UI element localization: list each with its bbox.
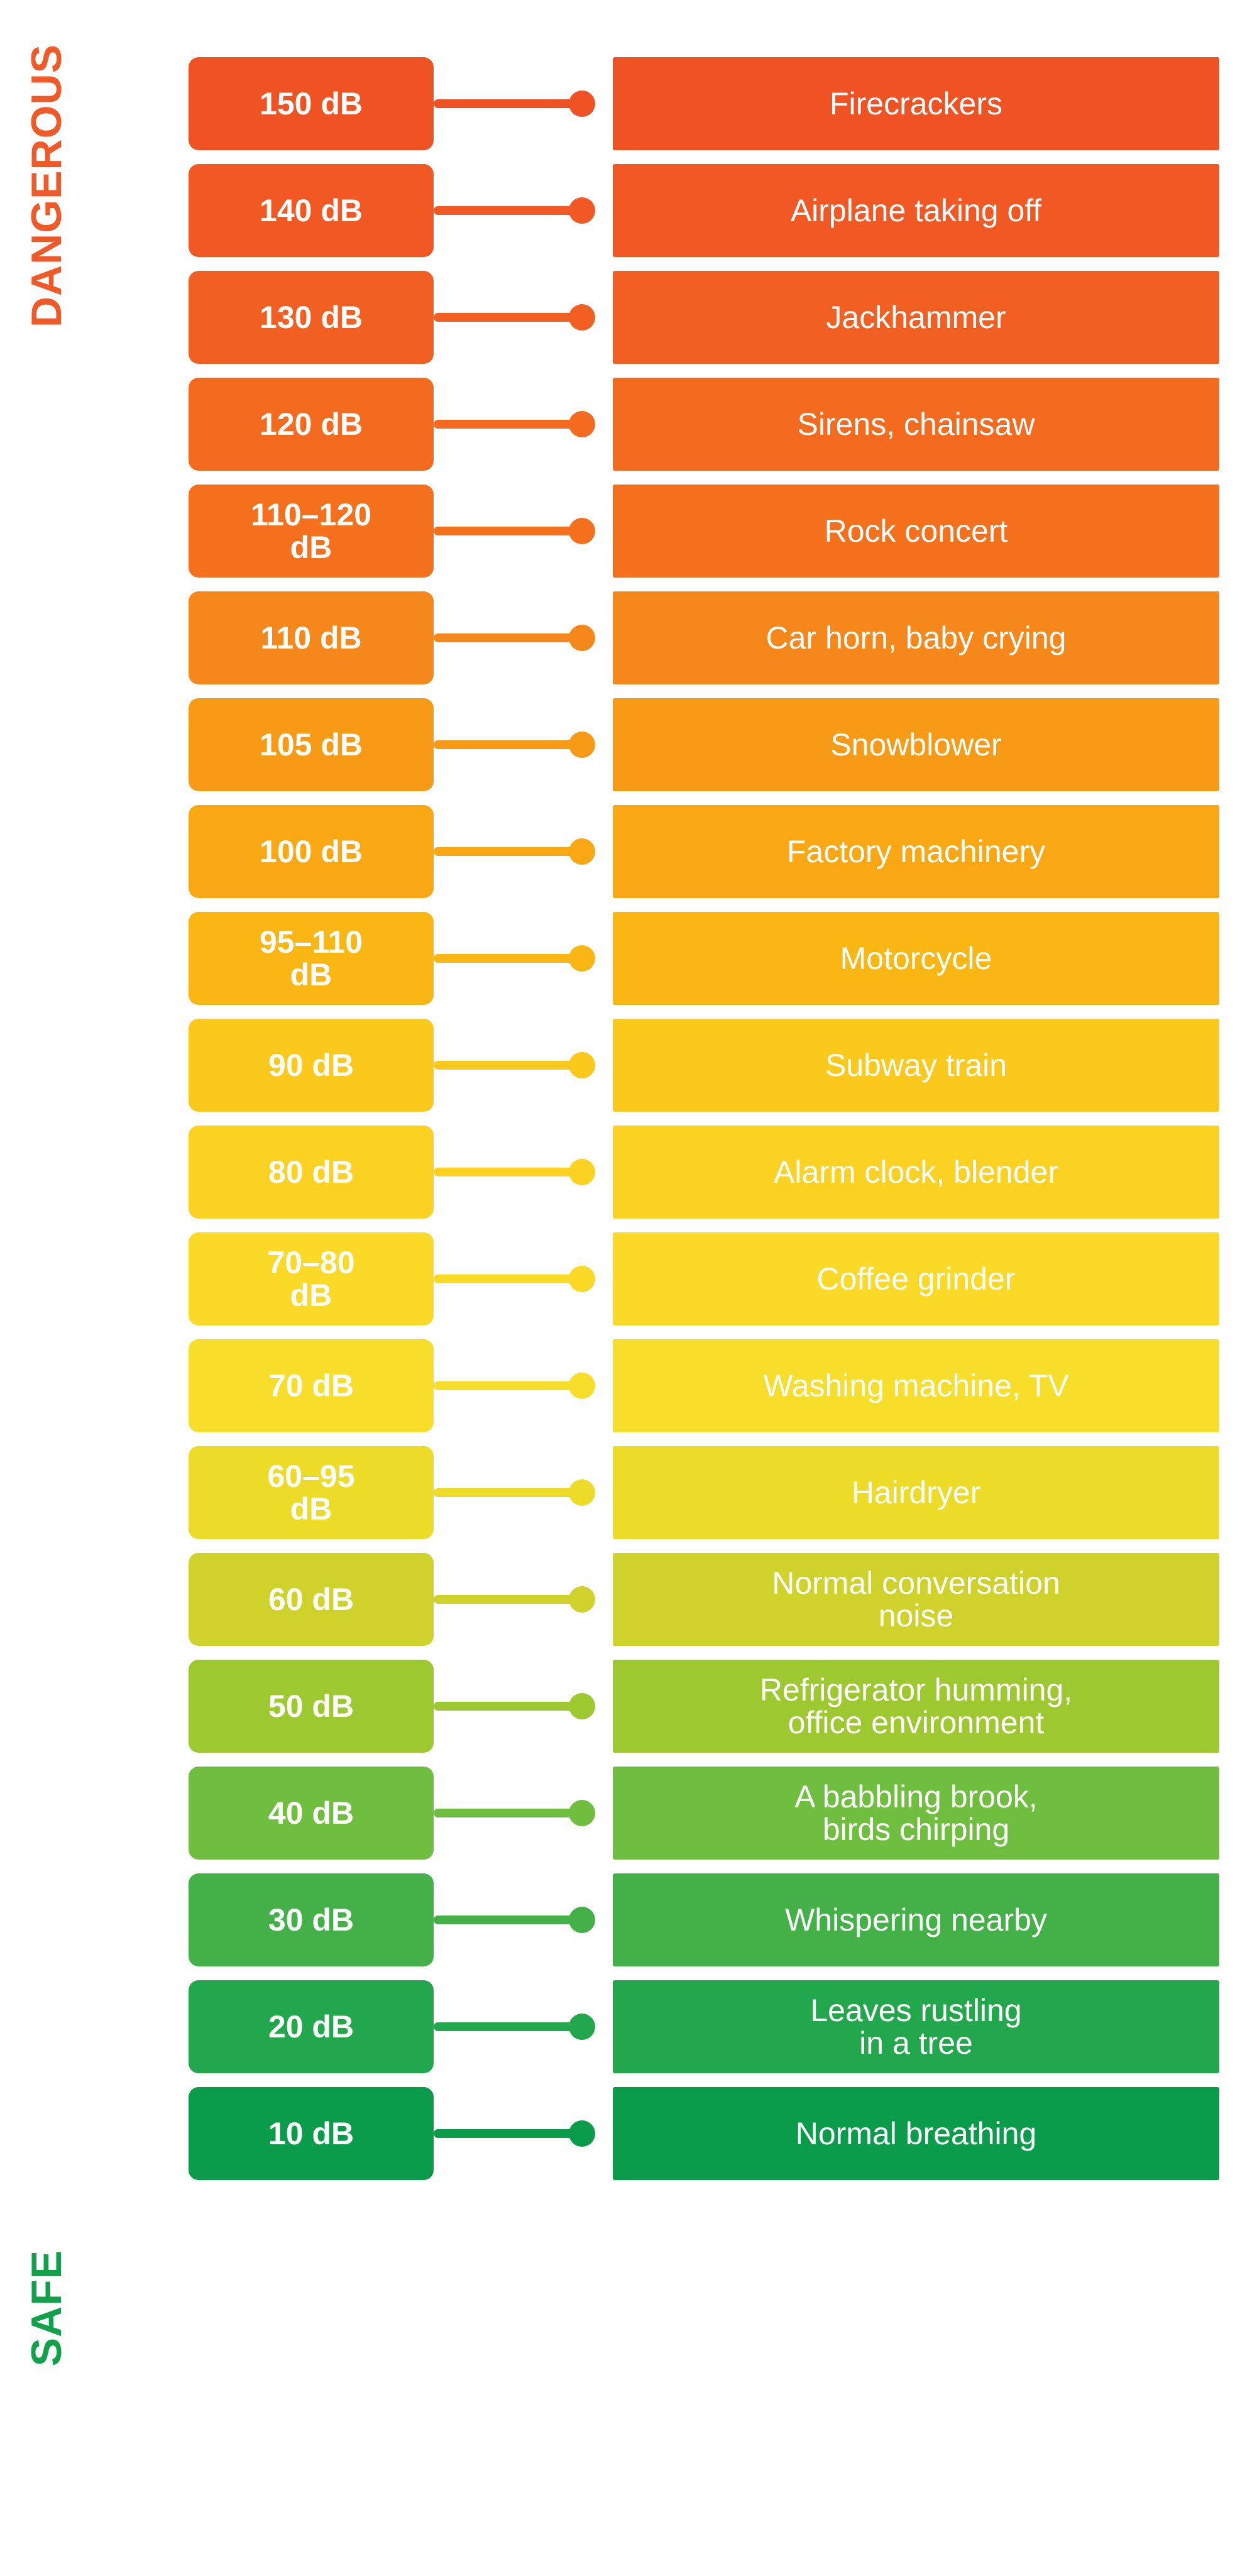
- decibel-row: [189, 1012, 1219, 1119]
- connector: [434, 805, 613, 898]
- decibel-row: [189, 2080, 1219, 2187]
- noise-source-bar: Washing machine, TV: [613, 1339, 1219, 1432]
- connector-line: [434, 2022, 585, 2031]
- connector-line: [434, 1168, 585, 1176]
- decibel-row: [189, 157, 1219, 264]
- connector: [434, 1980, 613, 2073]
- connector: [434, 1126, 613, 1219]
- connector: [434, 1339, 613, 1432]
- decibel-row: [189, 1546, 1219, 1653]
- connector-dot: [569, 1907, 595, 1933]
- connector-dot: [569, 1266, 595, 1292]
- decibel-value-pill: 50 dB: [189, 1660, 434, 1753]
- decibel-row: [189, 1439, 1219, 1546]
- connector: [434, 591, 613, 684]
- decibel-value-pill: 140 dB: [189, 164, 434, 257]
- decibel-row: [189, 1866, 1219, 1973]
- connector-dot: [569, 1052, 595, 1078]
- connector-dot: [569, 518, 595, 544]
- connector: [434, 57, 613, 150]
- connector-dot: [569, 1693, 595, 1719]
- decibel-value-pill: 110–120 dB: [189, 485, 434, 578]
- connector: [434, 912, 613, 1005]
- connector-line: [434, 1916, 585, 1924]
- decibel-value-pill: 60 dB: [189, 1553, 434, 1646]
- connector-dot: [569, 411, 595, 437]
- noise-source-bar: Whispering nearby: [613, 1873, 1219, 1966]
- decibel-row: [189, 1332, 1219, 1439]
- connector-dot: [569, 2014, 595, 2040]
- connector-dot: [569, 625, 595, 651]
- decibel-row: [189, 264, 1219, 371]
- decibel-value-pill: 110 dB: [189, 591, 434, 684]
- connector-dot: [569, 1159, 595, 1185]
- noise-source-bar: Factory machinery: [613, 805, 1219, 898]
- decibel-row: [189, 691, 1219, 798]
- decibel-row: [189, 50, 1219, 157]
- connector: [434, 1767, 613, 1860]
- connector-dot: [569, 945, 595, 972]
- decibel-row: [189, 371, 1219, 478]
- decibel-value-pill: 60–95 dB: [189, 1446, 434, 1539]
- noise-source-bar: Jackhammer: [613, 271, 1219, 364]
- connector-line: [434, 1381, 585, 1390]
- connector-line: [434, 1595, 585, 1604]
- connector-line: [434, 847, 585, 856]
- connector-line: [434, 420, 585, 429]
- noise-source-bar: Firecrackers: [613, 57, 1219, 150]
- decibel-row: [189, 905, 1219, 1012]
- decibel-value-pill: 90 dB: [189, 1019, 434, 1112]
- noise-source-bar: Motorcycle: [613, 912, 1219, 1005]
- noise-source-bar: Normal conversation noise: [613, 1553, 1219, 1646]
- connector-line: [434, 1702, 585, 1711]
- connector: [434, 1232, 613, 1325]
- decibel-value-pill: 40 dB: [189, 1767, 434, 1860]
- noise-source-bar: Sirens, chainsaw: [613, 378, 1219, 471]
- decibel-row: [189, 1119, 1219, 1225]
- connector-line: [434, 1809, 585, 1817]
- decibel-value-pill: 30 dB: [189, 1873, 434, 1966]
- connector-dot: [569, 304, 595, 331]
- decibel-row: [189, 1973, 1219, 2080]
- decibel-row: [189, 1225, 1219, 1332]
- noise-source-bar: Rock concert: [613, 485, 1219, 578]
- decibel-value-pill: 95–110 dB: [189, 912, 434, 1005]
- decibel-value-pill: 10 dB: [189, 2087, 434, 2180]
- noise-source-bar: Normal breathing: [613, 2087, 1219, 2180]
- noise-source-bar: Leaves rustling in a tree: [613, 1980, 1219, 2073]
- decibel-row: [189, 478, 1219, 584]
- connector-dot: [569, 1586, 595, 1613]
- connector-line: [434, 633, 585, 642]
- noise-source-bar: A babbling brook, birds chirping: [613, 1767, 1219, 1860]
- connector-line: [434, 1274, 585, 1283]
- connector-line: [434, 313, 585, 322]
- connector-line: [434, 1061, 585, 1070]
- decibel-value-pill: 130 dB: [189, 271, 434, 364]
- noise-source-bar: Hairdryer: [613, 1446, 1219, 1539]
- noise-source-bar: Alarm clock, blender: [613, 1126, 1219, 1219]
- connector-dot: [569, 732, 595, 758]
- connector-line: [434, 954, 585, 963]
- noise-source-bar: Subway train: [613, 1019, 1219, 1112]
- connector-line: [434, 206, 585, 215]
- decibel-row-list: [189, 50, 1219, 2187]
- connector: [434, 485, 613, 578]
- connector: [434, 1446, 613, 1539]
- decibel-row: [189, 584, 1219, 691]
- decibel-value-pill: 20 dB: [189, 1980, 434, 2073]
- decibel-value-pill: 100 dB: [189, 805, 434, 898]
- connector-dot: [569, 197, 595, 224]
- connector: [434, 1019, 613, 1112]
- connector-line: [434, 1488, 585, 1497]
- connector-dot: [569, 90, 595, 117]
- decibel-row: [189, 1760, 1219, 1866]
- scale-label-safe: SAFE: [23, 2250, 70, 2367]
- decibel-value-pill: 105 dB: [189, 698, 434, 791]
- connector: [434, 164, 613, 257]
- connector-dot: [569, 1373, 595, 1399]
- connector-dot: [569, 1800, 595, 1826]
- connector-dot: [569, 2120, 595, 2147]
- noise-source-bar: Car horn, baby crying: [613, 591, 1219, 684]
- connector: [434, 271, 613, 364]
- decibel-value-pill: 120 dB: [189, 378, 434, 471]
- decibel-value-pill: 80 dB: [189, 1126, 434, 1219]
- decibel-value-pill: 70 dB: [189, 1339, 434, 1432]
- connector-dot: [569, 838, 595, 865]
- scale-label-dangerous: DANGEROUS: [23, 44, 70, 328]
- connector: [434, 2087, 613, 2180]
- connector: [434, 378, 613, 471]
- decibel-row: [189, 1653, 1219, 1760]
- connector: [434, 1553, 613, 1646]
- decibel-row: [189, 798, 1219, 905]
- noise-source-bar: Snowblower: [613, 698, 1219, 791]
- connector: [434, 1873, 613, 1966]
- connector-line: [434, 527, 585, 535]
- decibel-value-pill: 70–80 dB: [189, 1232, 434, 1325]
- connector-dot: [569, 1479, 595, 1506]
- noise-source-bar: Coffee grinder: [613, 1232, 1219, 1325]
- noise-source-bar: Refrigerator humming, office environment: [613, 1660, 1219, 1753]
- connector-line: [434, 99, 585, 108]
- connector: [434, 698, 613, 791]
- connector-line: [434, 2129, 585, 2138]
- decibel-value-pill: 150 dB: [189, 57, 434, 150]
- connector-line: [434, 740, 585, 749]
- noise-source-bar: Airplane taking off: [613, 164, 1219, 257]
- connector: [434, 1660, 613, 1753]
